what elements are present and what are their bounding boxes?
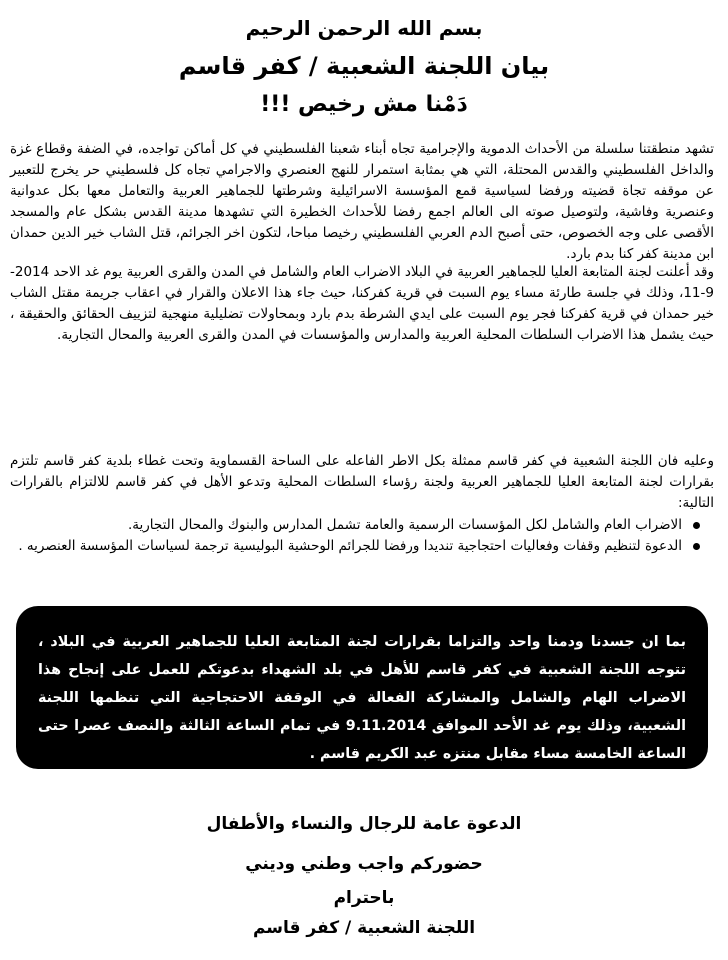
decisions-list [10, 515, 714, 557]
closing-invitation: الدعوة عامة للرجال والنساء والأطفال [206, 814, 522, 834]
statement-title: بيان اللجنة الشعبية / كفر قاسم [178, 52, 550, 80]
bismillah-heading: بسم الله الرحمن الرحيم [245, 16, 483, 40]
list-item [10, 536, 682, 557]
closing-respect: باحترام [333, 888, 395, 908]
closing-signature: اللجنة الشعبية / كفر قاسم [252, 918, 476, 938]
list-item-text: الدعوة لتنظيم وقفات وفعاليات احتجاجية تنديدا ورفضا للجرائم الوحشية البوليسية ترجمة لسياسات المؤسسة العنصريه . [18, 538, 682, 554]
closing-duty: حضوركم واجب وطني وديني [245, 854, 483, 874]
statement-slogan: دَمْنا مش رخيص !!! [260, 92, 468, 117]
list-item [10, 515, 682, 536]
paragraph-strike-announcement: وقد أعلنت لجنة المتابعة العليا للجماهير العربية في البلاد الاضراب العام والشامل في المدن والقرى العربية يوم غد الاحد 2014-9-11، وذلك في جلسة طارئة مساء يوم السبت في قرية كفركنا، حيث جاء هذا الاعلان والقرار في اعقاب جريمة مقتل الشاب خير حمدان في قرية كفركنا فجر يوم السبت على ايدي الشرطة بدم بارد وبمحاولات تضليلية منهجية لتزييف الحقائق والحقيقة ، حيث يشمل هذا الاضراب السلطات المحلية العربية والمدارس والمؤسسات في المدن والقرى العربية والمحال التجارية. [10, 264, 714, 343]
paragraph-commitment: وعليه فان اللجنة الشعبية في كفر قاسم ممثلة بكل الاطر الفاعله على الساحة القسماوية وتحت غطاء بلدية كفر قاسم تلتزم بقرارات لجنة المتابعة العليا للجماهير العربية ولجنة رؤساء السلطات المحلية وتدعو الأهل في كفر قاسم للالتزام بالقرارات التالية: [10, 453, 714, 511]
call-to-action-box [16, 606, 708, 769]
bullet-icon [693, 543, 700, 550]
bullet-icon [693, 522, 700, 529]
list-item-text: الاضراب العام والشامل لكل المؤسسات الرسمية والعامة تشمل المدارس والبنوك والمحال التجارية. [127, 517, 682, 533]
paragraph-events: تشهد منطقتنا سلسلة من الأحداث الدموية والإجرامية تجاه أبناء شعبنا الفلسطيني في كل أماكن تواجده، في الضفة وقطاع غزة والداخل الفلسطيني والقدس المحتلة، التي هي بمثابة استمرار للنهج العنصري والاجرامي تجاه كل فلسطيني حر يخرج للتعبير عن موقفه تجاة قضيته ورفضا لسياسية قمع المؤسسة الاسرائيلية وشرطتها للجماهير العربية والتعامل معها بكل عدوانية وعنصرية وفاشية، ولتوصيل صوته الى العالم اجمع رفضا للأحداث الخطيرة التي تشهدها مدينة القدس بشكل عام والمسجد الأقصى على وجه الخصوص، حتى أصبح الدم العربي الفلسطيني رخيصا مباحا، لتكون اخر الجرائم، قتل الشاب خير الدين حمدان ابن مدينة كفر كنا بدم بارد. [10, 141, 714, 262]
call-to-action-text: بما ان جسدنا ودمنا واحد والتزاما بقرارات لجنة المتابعة العليا للجماهير العربية في البلاد ، تتوجه اللجنة الشعبية في كفر قاسم للأهل في بلد الشهداء بدعوتكم للعمل على إنجاح هذا الاضراب الهام والشامل والمشاركة الفعالة في الوقفة الاحتجاجية التي تنظمها اللجنة الشعبية، وذلك يوم غد الأحد الموافق 9.11.2014 في تمام الساعة الثالثة والنصف عصرا حتى الساعة الخامسة مساء مقابل منتزه عبد الكريم قاسم . [38, 634, 687, 762]
